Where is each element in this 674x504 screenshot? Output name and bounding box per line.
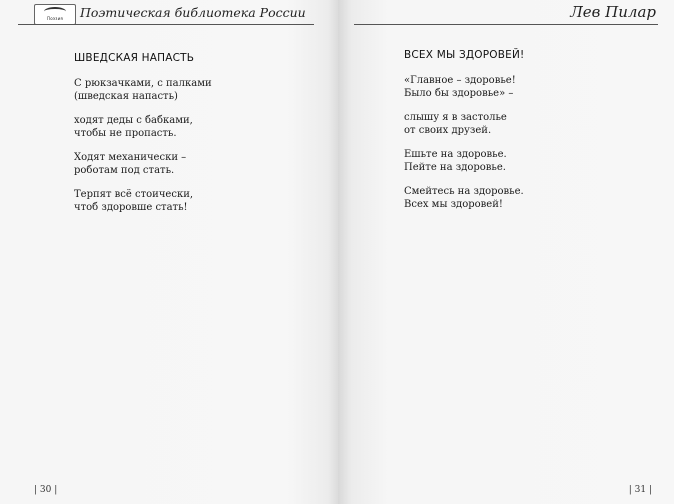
poem-title: ШВЕДСКАЯ НАПАСТЬ bbox=[74, 52, 195, 64]
left-running-header bbox=[12, 2, 340, 26]
poem-line: Ходят механически – bbox=[74, 152, 187, 163]
series-title: Поэтическая библиотека России bbox=[80, 5, 306, 20]
poem-line: чтобы не пропасть. bbox=[74, 128, 177, 139]
series-logo bbox=[34, 4, 76, 25]
poem-line: от своих друзей. bbox=[404, 125, 492, 136]
page-number: | 31 | bbox=[628, 485, 652, 495]
stanza bbox=[74, 77, 314, 103]
poem-left bbox=[74, 52, 314, 225]
poem-line: слышу я в застолье bbox=[404, 112, 507, 123]
header-rule bbox=[18, 24, 314, 25]
poem-line: роботам под стать. bbox=[74, 165, 175, 176]
right-page bbox=[338, 0, 674, 504]
poem-line: Терпят всё стоически, bbox=[74, 189, 194, 200]
stanza bbox=[404, 148, 654, 174]
book-icon bbox=[44, 7, 66, 16]
stanza bbox=[404, 111, 654, 137]
stanza bbox=[74, 151, 314, 177]
poem-line: ходят деды с бабками, bbox=[74, 115, 193, 126]
poem-right bbox=[404, 49, 654, 222]
header-rule bbox=[354, 24, 658, 25]
poem-line: Смейтесь на здоровье. bbox=[404, 186, 524, 197]
poem-line: (шведская напасть) bbox=[74, 91, 178, 102]
poem-line: чтоб здоровше стать! bbox=[74, 202, 188, 213]
logo-text: Поэзия bbox=[47, 16, 63, 21]
poem-title: ВСЕХ МЫ ЗДОРОВЕЙ! bbox=[404, 49, 525, 61]
stanza bbox=[404, 185, 654, 211]
poem-line: Пейте на здоровье. bbox=[404, 162, 506, 173]
poem-line: Было бы здоровье» – bbox=[404, 88, 514, 99]
stanza bbox=[74, 114, 314, 140]
poem-line: Всех мы здоровей! bbox=[404, 199, 503, 210]
stanza bbox=[404, 74, 654, 100]
poem-line: С рюкзачками, с палками bbox=[74, 78, 212, 89]
poem-line: «Главное – здоровье! bbox=[404, 75, 516, 86]
author-name: Лев Пилар bbox=[570, 3, 656, 21]
poem-line: Ешьте на здоровье. bbox=[404, 149, 507, 160]
page-number: | 30 | bbox=[34, 485, 58, 495]
stanza bbox=[74, 188, 314, 214]
